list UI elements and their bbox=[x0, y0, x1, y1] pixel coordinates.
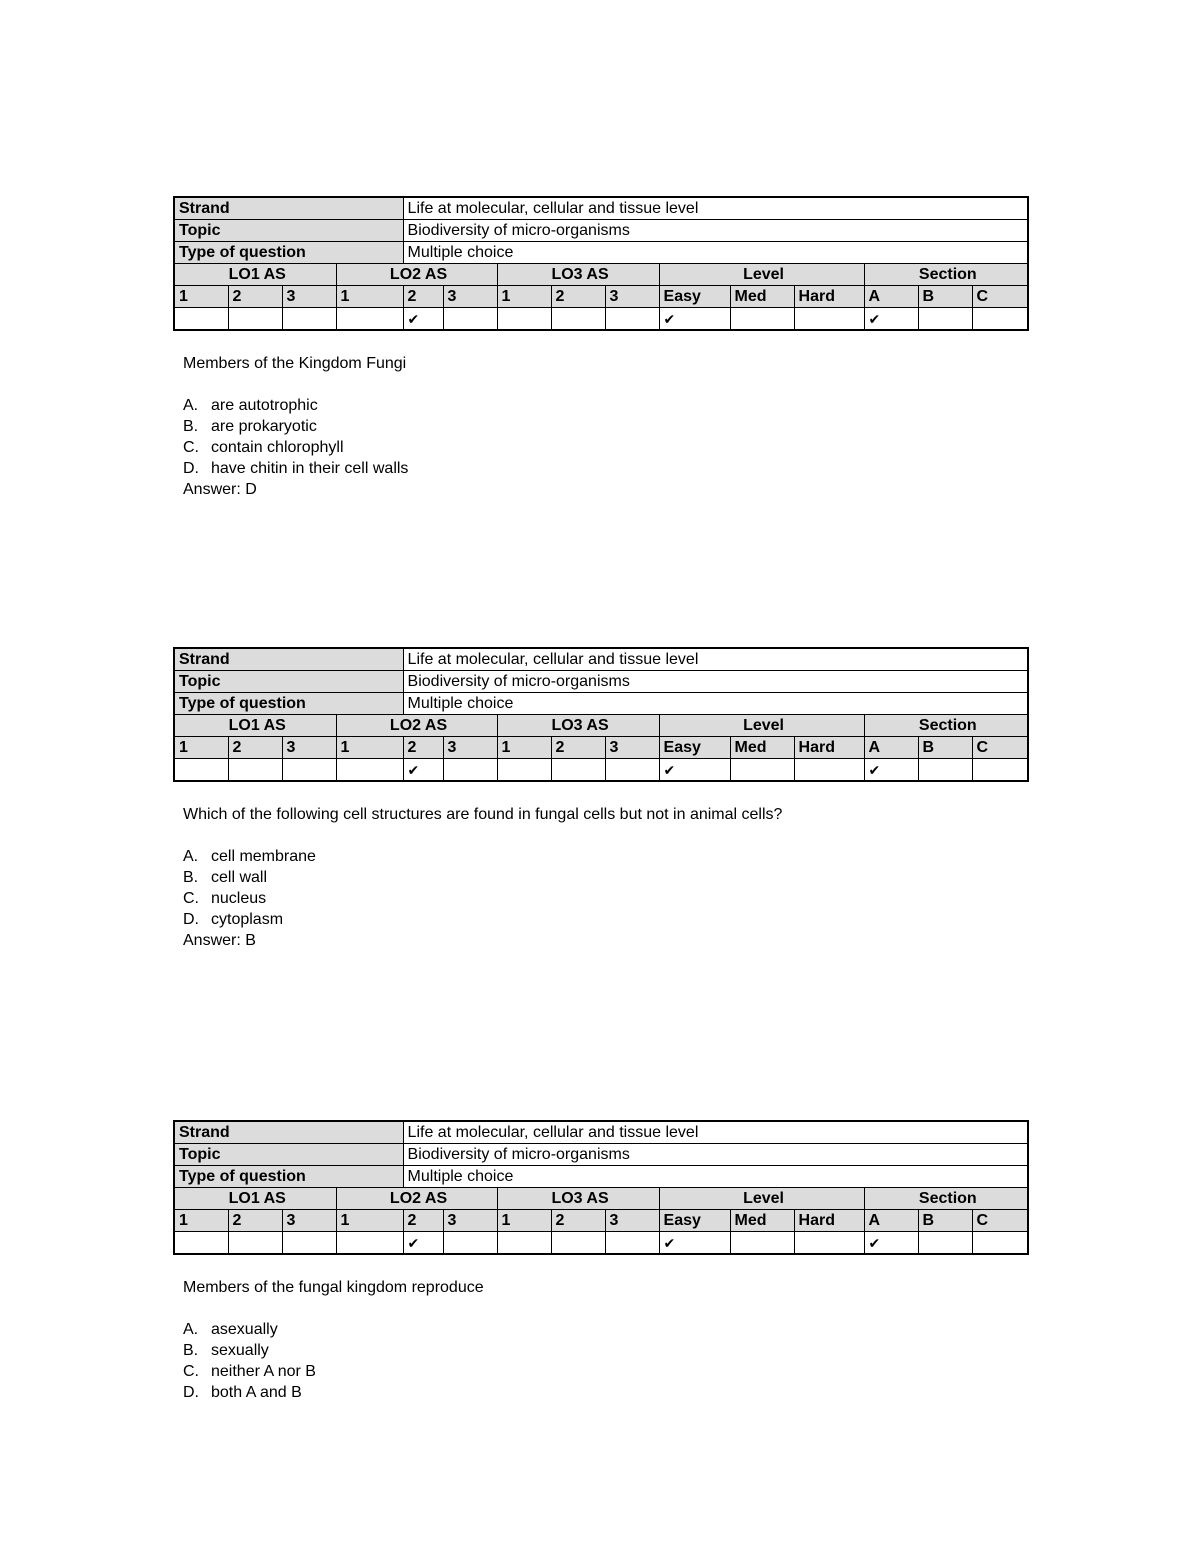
strand-value: Life at molecular, cellular and tissue level bbox=[403, 1121, 1028, 1144]
subheader-cell: 2 bbox=[403, 1210, 443, 1232]
question-type-label: Type of question bbox=[174, 693, 403, 715]
strand-label: Strand bbox=[174, 1121, 403, 1144]
empty-cell bbox=[794, 1232, 864, 1255]
question-type-value: Multiple choice bbox=[403, 1166, 1028, 1188]
option-text: both A and B bbox=[211, 1384, 302, 1401]
option-text: asexually bbox=[211, 1321, 278, 1338]
subheader-cell: 3 bbox=[282, 1210, 336, 1232]
empty-cell bbox=[972, 759, 1028, 782]
subheader-cell: A bbox=[864, 737, 918, 759]
checkmark-cell: ✔ bbox=[864, 308, 918, 331]
checkmark-cell: ✔ bbox=[403, 759, 443, 782]
option-text: sexually bbox=[211, 1342, 269, 1359]
option-text: cell membrane bbox=[211, 848, 316, 865]
option-text: contain chlorophyll bbox=[211, 439, 344, 456]
answer-option bbox=[183, 846, 1027, 867]
metadata-table bbox=[173, 647, 1029, 782]
option-letter: A. bbox=[183, 1321, 199, 1338]
subheader-cell: 2 bbox=[228, 1210, 282, 1232]
option-letter: C. bbox=[183, 1363, 199, 1380]
option-letter: C. bbox=[183, 890, 199, 907]
group-header: LO2 AS bbox=[336, 264, 497, 286]
subheader-cell: 1 bbox=[336, 737, 403, 759]
answer-option bbox=[183, 1382, 1027, 1403]
question-type-value: Multiple choice bbox=[403, 242, 1028, 264]
subheader-cell: 3 bbox=[605, 286, 659, 308]
option-letter: C. bbox=[183, 439, 199, 456]
option-letter: B. bbox=[183, 869, 199, 886]
option-letter: D. bbox=[183, 1384, 199, 1401]
subheader-cell: 2 bbox=[228, 286, 282, 308]
empty-cell bbox=[794, 759, 864, 782]
subheader-cell: 1 bbox=[336, 1210, 403, 1232]
empty-cell bbox=[918, 1232, 972, 1255]
answer-option bbox=[183, 909, 1027, 930]
subheader-cell: 3 bbox=[282, 737, 336, 759]
answer-option bbox=[183, 395, 1027, 416]
subheader-cell: Hard bbox=[794, 737, 864, 759]
subheader-cell: Easy bbox=[659, 1210, 730, 1232]
option-text: cell wall bbox=[211, 869, 268, 886]
option-letter: D. bbox=[183, 460, 199, 477]
empty-cell bbox=[605, 1232, 659, 1255]
checkmark-cell: ✔ bbox=[403, 1232, 443, 1255]
empty-cell bbox=[336, 1232, 403, 1255]
topic-label: Topic bbox=[174, 1144, 403, 1166]
checkmark-cell: ✔ bbox=[864, 1232, 918, 1255]
topic-label: Topic bbox=[174, 671, 403, 693]
metadata-table bbox=[173, 1120, 1029, 1255]
subheader-cell: Hard bbox=[794, 1210, 864, 1232]
option-letter: B. bbox=[183, 1342, 199, 1359]
empty-cell bbox=[228, 1232, 282, 1255]
subheader-cell: Med bbox=[730, 1210, 794, 1232]
strand-label: Strand bbox=[174, 648, 403, 671]
empty-cell bbox=[972, 1232, 1028, 1255]
empty-cell bbox=[918, 308, 972, 331]
option-text: are autotrophic bbox=[211, 397, 318, 414]
option-letter: A. bbox=[183, 848, 199, 865]
empty-cell bbox=[228, 308, 282, 331]
subheader-cell: 3 bbox=[605, 1210, 659, 1232]
subheader-cell: 1 bbox=[497, 1210, 551, 1232]
empty-cell bbox=[497, 1232, 551, 1255]
empty-cell bbox=[794, 308, 864, 331]
answer-option bbox=[183, 888, 1027, 909]
group-header: Section bbox=[864, 715, 1028, 737]
empty-cell bbox=[730, 1232, 794, 1255]
option-text: have chitin in their cell walls bbox=[211, 460, 409, 477]
topic-value: Biodiversity of micro-organisms bbox=[403, 1144, 1028, 1166]
subheader-cell: 3 bbox=[443, 737, 497, 759]
topic-value: Biodiversity of micro-organisms bbox=[403, 220, 1028, 242]
group-header: LO3 AS bbox=[497, 264, 659, 286]
empty-cell bbox=[972, 308, 1028, 331]
empty-cell bbox=[497, 759, 551, 782]
empty-cell bbox=[918, 759, 972, 782]
subheader-cell: 1 bbox=[174, 286, 228, 308]
empty-cell bbox=[174, 759, 228, 782]
empty-cell bbox=[443, 759, 497, 782]
topic-label: Topic bbox=[174, 220, 403, 242]
options-list bbox=[183, 846, 1027, 930]
question-type-value: Multiple choice bbox=[403, 693, 1028, 715]
subheader-cell: 2 bbox=[403, 737, 443, 759]
question-block bbox=[173, 1120, 1027, 1403]
subheader-cell: 1 bbox=[174, 1210, 228, 1232]
subheader-cell: A bbox=[864, 286, 918, 308]
empty-cell bbox=[443, 308, 497, 331]
checkmark-cell: ✔ bbox=[659, 759, 730, 782]
question-block bbox=[173, 196, 1027, 500]
answer-option bbox=[183, 1361, 1027, 1382]
empty-cell bbox=[730, 759, 794, 782]
question-block bbox=[173, 647, 1027, 951]
empty-cell bbox=[551, 1232, 605, 1255]
subheader-cell: 3 bbox=[282, 286, 336, 308]
option-text: nucleus bbox=[211, 890, 267, 907]
option-text: neither A nor B bbox=[211, 1363, 316, 1380]
option-letter: B. bbox=[183, 418, 199, 435]
subheader-cell: B bbox=[918, 286, 972, 308]
options-list bbox=[183, 395, 1027, 479]
subheader-cell: C bbox=[972, 737, 1028, 759]
group-header: LO1 AS bbox=[174, 715, 336, 737]
empty-cell bbox=[336, 308, 403, 331]
answer-line: Answer: B bbox=[183, 932, 256, 949]
subheader-cell: C bbox=[972, 1210, 1028, 1232]
topic-value: Biodiversity of micro-organisms bbox=[403, 671, 1028, 693]
question-stem: Members of the fungal kingdom reproduce bbox=[183, 1279, 484, 1296]
checkmark-cell: ✔ bbox=[864, 759, 918, 782]
subheader-cell: Hard bbox=[794, 286, 864, 308]
empty-cell bbox=[336, 759, 403, 782]
subheader-cell: 2 bbox=[403, 286, 443, 308]
subheader-cell: 3 bbox=[605, 737, 659, 759]
subheader-cell: 2 bbox=[551, 737, 605, 759]
empty-cell bbox=[282, 1232, 336, 1255]
group-header: LO1 AS bbox=[174, 1188, 336, 1210]
group-header: LO2 AS bbox=[336, 715, 497, 737]
subheader-cell: 3 bbox=[443, 1210, 497, 1232]
empty-cell bbox=[551, 308, 605, 331]
subheader-cell: 3 bbox=[443, 286, 497, 308]
subheader-cell: 1 bbox=[336, 286, 403, 308]
question-stem: Which of the following cell structures are found in fungal cells but not in animal cells? bbox=[183, 806, 783, 823]
option-letter: D. bbox=[183, 911, 199, 928]
answer-option bbox=[183, 437, 1027, 458]
subheader-cell: Med bbox=[730, 737, 794, 759]
question-type-label: Type of question bbox=[174, 242, 403, 264]
checkmark-cell: ✔ bbox=[659, 308, 730, 331]
checkmark-cell: ✔ bbox=[659, 1232, 730, 1255]
answer-option bbox=[183, 458, 1027, 479]
question-stem: Members of the Kingdom Fungi bbox=[183, 355, 407, 372]
subheader-cell: Easy bbox=[659, 737, 730, 759]
strand-value: Life at molecular, cellular and tissue level bbox=[403, 197, 1028, 220]
group-header: Level bbox=[659, 1188, 864, 1210]
empty-cell bbox=[551, 759, 605, 782]
checkmark-cell: ✔ bbox=[403, 308, 443, 331]
answer-option bbox=[183, 1340, 1027, 1361]
empty-cell bbox=[730, 308, 794, 331]
subheader-cell: B bbox=[918, 1210, 972, 1232]
empty-cell bbox=[174, 1232, 228, 1255]
group-header: LO1 AS bbox=[174, 264, 336, 286]
group-header: Level bbox=[659, 715, 864, 737]
group-header: LO3 AS bbox=[497, 1188, 659, 1210]
subheader-cell: 2 bbox=[228, 737, 282, 759]
subheader-cell: C bbox=[972, 286, 1028, 308]
empty-cell bbox=[282, 759, 336, 782]
question-body bbox=[183, 353, 1027, 500]
group-header: Level bbox=[659, 264, 864, 286]
strand-value: Life at molecular, cellular and tissue level bbox=[403, 648, 1028, 671]
subheader-cell: B bbox=[918, 737, 972, 759]
empty-cell bbox=[443, 1232, 497, 1255]
subheader-cell: 1 bbox=[174, 737, 228, 759]
empty-cell bbox=[497, 308, 551, 331]
answer-option bbox=[183, 416, 1027, 437]
group-header: LO2 AS bbox=[336, 1188, 497, 1210]
option-letter: A. bbox=[183, 397, 199, 414]
question-body bbox=[183, 1277, 1027, 1403]
subheader-cell: 2 bbox=[551, 286, 605, 308]
empty-cell bbox=[605, 759, 659, 782]
question-body bbox=[183, 804, 1027, 951]
empty-cell bbox=[174, 308, 228, 331]
subheader-cell: 2 bbox=[551, 1210, 605, 1232]
empty-cell bbox=[228, 759, 282, 782]
option-text: cytoplasm bbox=[211, 911, 284, 928]
group-header: LO3 AS bbox=[497, 715, 659, 737]
subheader-cell: Easy bbox=[659, 286, 730, 308]
subheader-cell: Med bbox=[730, 286, 794, 308]
empty-cell bbox=[605, 308, 659, 331]
subheader-cell: 1 bbox=[497, 286, 551, 308]
subheader-cell: A bbox=[864, 1210, 918, 1232]
group-header: Section bbox=[864, 1188, 1028, 1210]
answer-line: Answer: D bbox=[183, 481, 257, 498]
empty-cell bbox=[282, 308, 336, 331]
answer-option bbox=[183, 867, 1027, 888]
options-list bbox=[183, 1319, 1027, 1403]
option-text: are prokaryotic bbox=[211, 418, 317, 435]
group-header: Section bbox=[864, 264, 1028, 286]
metadata-table bbox=[173, 196, 1029, 331]
answer-option bbox=[183, 1319, 1027, 1340]
strand-label: Strand bbox=[174, 197, 403, 220]
subheader-cell: 1 bbox=[497, 737, 551, 759]
question-type-label: Type of question bbox=[174, 1166, 403, 1188]
